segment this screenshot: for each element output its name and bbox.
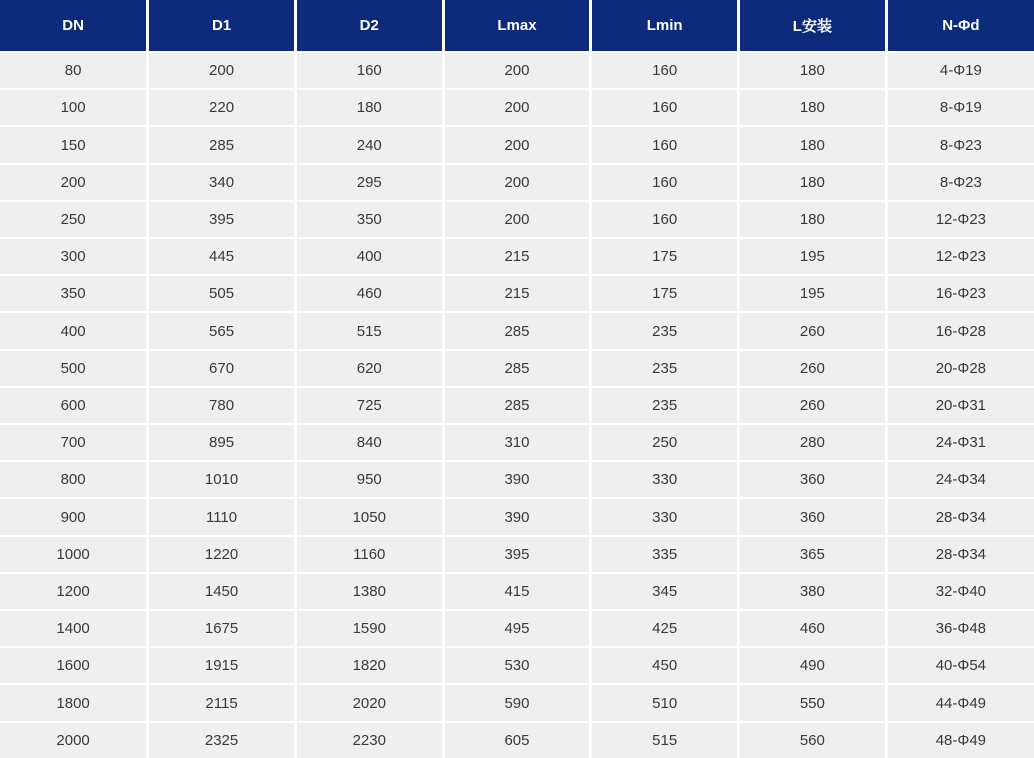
cell: 16-Φ23	[886, 275, 1034, 312]
cell: 360	[739, 461, 887, 498]
cell: 100	[0, 89, 148, 126]
cell: 350	[0, 275, 148, 312]
cell: 365	[739, 536, 887, 573]
cell: 1450	[148, 573, 296, 610]
cell: 175	[591, 238, 739, 275]
column-header-d1: D1	[148, 0, 296, 52]
cell: 2000	[0, 722, 148, 758]
table-row	[0, 684, 1034, 721]
cell: 295	[295, 164, 443, 201]
table-row	[0, 164, 1034, 201]
cell: 160	[295, 52, 443, 89]
cell: 215	[443, 238, 591, 275]
table-row	[0, 610, 1034, 647]
cell: 1800	[0, 684, 148, 721]
cell: 1590	[295, 610, 443, 647]
table-row	[0, 275, 1034, 312]
cell: 180	[739, 89, 887, 126]
cell: 800	[0, 461, 148, 498]
column-header-lmin: Lmin	[591, 0, 739, 52]
cell: 1915	[148, 647, 296, 684]
cell: 725	[295, 387, 443, 424]
cell: 510	[591, 684, 739, 721]
cell: 20-Φ31	[886, 387, 1034, 424]
cell: 235	[591, 350, 739, 387]
column-header-lmax: Lmax	[443, 0, 591, 52]
cell: 1600	[0, 647, 148, 684]
cell: 160	[591, 52, 739, 89]
table-row	[0, 126, 1034, 163]
cell: 16-Φ28	[886, 312, 1034, 349]
table-body	[0, 52, 1034, 758]
cell: 24-Φ34	[886, 461, 1034, 498]
cell: 8-Φ19	[886, 89, 1034, 126]
cell: 250	[591, 424, 739, 461]
cell: 395	[148, 201, 296, 238]
cell: 4-Φ19	[886, 52, 1034, 89]
cell: 285	[443, 350, 591, 387]
cell: 260	[739, 387, 887, 424]
cell: 180	[739, 126, 887, 163]
cell: 1000	[0, 536, 148, 573]
cell: 2325	[148, 722, 296, 758]
cell: 195	[739, 275, 887, 312]
table-row	[0, 498, 1034, 535]
cell: 220	[148, 89, 296, 126]
cell: 32-Φ40	[886, 573, 1034, 610]
header-row	[0, 0, 1034, 52]
cell: 180	[739, 164, 887, 201]
cell: 500	[0, 350, 148, 387]
cell: 200	[443, 164, 591, 201]
cell: 495	[443, 610, 591, 647]
cell: 425	[591, 610, 739, 647]
cell: 160	[591, 126, 739, 163]
cell: 560	[739, 722, 887, 758]
cell: 235	[591, 387, 739, 424]
cell: 150	[0, 126, 148, 163]
cell: 285	[443, 387, 591, 424]
table-row	[0, 536, 1034, 573]
cell: 20-Φ28	[886, 350, 1034, 387]
cell: 180	[739, 201, 887, 238]
cell: 345	[591, 573, 739, 610]
cell: 900	[0, 498, 148, 535]
cell: 48-Φ49	[886, 722, 1034, 758]
table-row	[0, 461, 1034, 498]
table-row	[0, 312, 1034, 349]
cell: 780	[148, 387, 296, 424]
cell: 240	[295, 126, 443, 163]
cell: 310	[443, 424, 591, 461]
cell: 700	[0, 424, 148, 461]
cell: 390	[443, 461, 591, 498]
cell: 1160	[295, 536, 443, 573]
cell: 175	[591, 275, 739, 312]
cell: 950	[295, 461, 443, 498]
cell: 340	[148, 164, 296, 201]
cell: 490	[739, 647, 887, 684]
table-row	[0, 424, 1034, 461]
cell: 515	[591, 722, 739, 758]
cell: 605	[443, 722, 591, 758]
cell: 200	[0, 164, 148, 201]
cell: 530	[443, 647, 591, 684]
cell: 390	[443, 498, 591, 535]
table-header	[0, 0, 1034, 52]
table-row	[0, 387, 1034, 424]
cell: 12-Φ23	[886, 201, 1034, 238]
cell: 445	[148, 238, 296, 275]
cell: 160	[591, 201, 739, 238]
cell: 28-Φ34	[886, 536, 1034, 573]
cell: 330	[591, 461, 739, 498]
cell: 600	[0, 387, 148, 424]
cell: 460	[295, 275, 443, 312]
cell: 1675	[148, 610, 296, 647]
cell: 235	[591, 312, 739, 349]
cell: 590	[443, 684, 591, 721]
cell: 330	[591, 498, 739, 535]
cell: 260	[739, 312, 887, 349]
table-row	[0, 647, 1034, 684]
cell: 80	[0, 52, 148, 89]
cell: 360	[739, 498, 887, 535]
cell: 2230	[295, 722, 443, 758]
cell: 200	[443, 126, 591, 163]
cell: 250	[0, 201, 148, 238]
cell: 180	[295, 89, 443, 126]
column-header-l: L安装	[739, 0, 887, 52]
cell: 415	[443, 573, 591, 610]
cell: 285	[443, 312, 591, 349]
column-header-nd: N-Φd	[886, 0, 1034, 52]
cell: 195	[739, 238, 887, 275]
cell: 1050	[295, 498, 443, 535]
cell: 36-Φ48	[886, 610, 1034, 647]
cell: 380	[739, 573, 887, 610]
cell: 840	[295, 424, 443, 461]
column-header-d2: D2	[295, 0, 443, 52]
cell: 200	[443, 52, 591, 89]
cell: 1110	[148, 498, 296, 535]
cell: 1010	[148, 461, 296, 498]
cell: 1200	[0, 573, 148, 610]
cell: 285	[148, 126, 296, 163]
table-row	[0, 350, 1034, 387]
cell: 1380	[295, 573, 443, 610]
cell: 12-Φ23	[886, 238, 1034, 275]
cell: 620	[295, 350, 443, 387]
cell: 450	[591, 647, 739, 684]
table-row	[0, 573, 1034, 610]
cell: 8-Φ23	[886, 164, 1034, 201]
cell: 260	[739, 350, 887, 387]
cell: 1400	[0, 610, 148, 647]
cell: 1820	[295, 647, 443, 684]
cell: 505	[148, 275, 296, 312]
cell: 44-Φ49	[886, 684, 1034, 721]
cell: 160	[591, 164, 739, 201]
cell: 280	[739, 424, 887, 461]
cell: 300	[0, 238, 148, 275]
cell: 28-Φ34	[886, 498, 1034, 535]
cell: 460	[739, 610, 887, 647]
cell: 400	[0, 312, 148, 349]
cell: 215	[443, 275, 591, 312]
cell: 565	[148, 312, 296, 349]
cell: 515	[295, 312, 443, 349]
cell: 160	[591, 89, 739, 126]
cell: 40-Φ54	[886, 647, 1034, 684]
cell: 1220	[148, 536, 296, 573]
table-row	[0, 201, 1034, 238]
cell: 395	[443, 536, 591, 573]
cell: 24-Φ31	[886, 424, 1034, 461]
cell: 400	[295, 238, 443, 275]
cell: 670	[148, 350, 296, 387]
column-header-dn: DN	[0, 0, 148, 52]
cell: 200	[443, 89, 591, 126]
table-row	[0, 238, 1034, 275]
cell: 200	[443, 201, 591, 238]
table-row	[0, 52, 1034, 89]
cell: 335	[591, 536, 739, 573]
cell: 550	[739, 684, 887, 721]
table-row	[0, 89, 1034, 126]
cell: 2020	[295, 684, 443, 721]
cell: 895	[148, 424, 296, 461]
cell: 2115	[148, 684, 296, 721]
cell: 350	[295, 201, 443, 238]
cell: 8-Φ23	[886, 126, 1034, 163]
table-row	[0, 722, 1034, 758]
cell: 200	[148, 52, 296, 89]
cell: 180	[739, 52, 887, 89]
